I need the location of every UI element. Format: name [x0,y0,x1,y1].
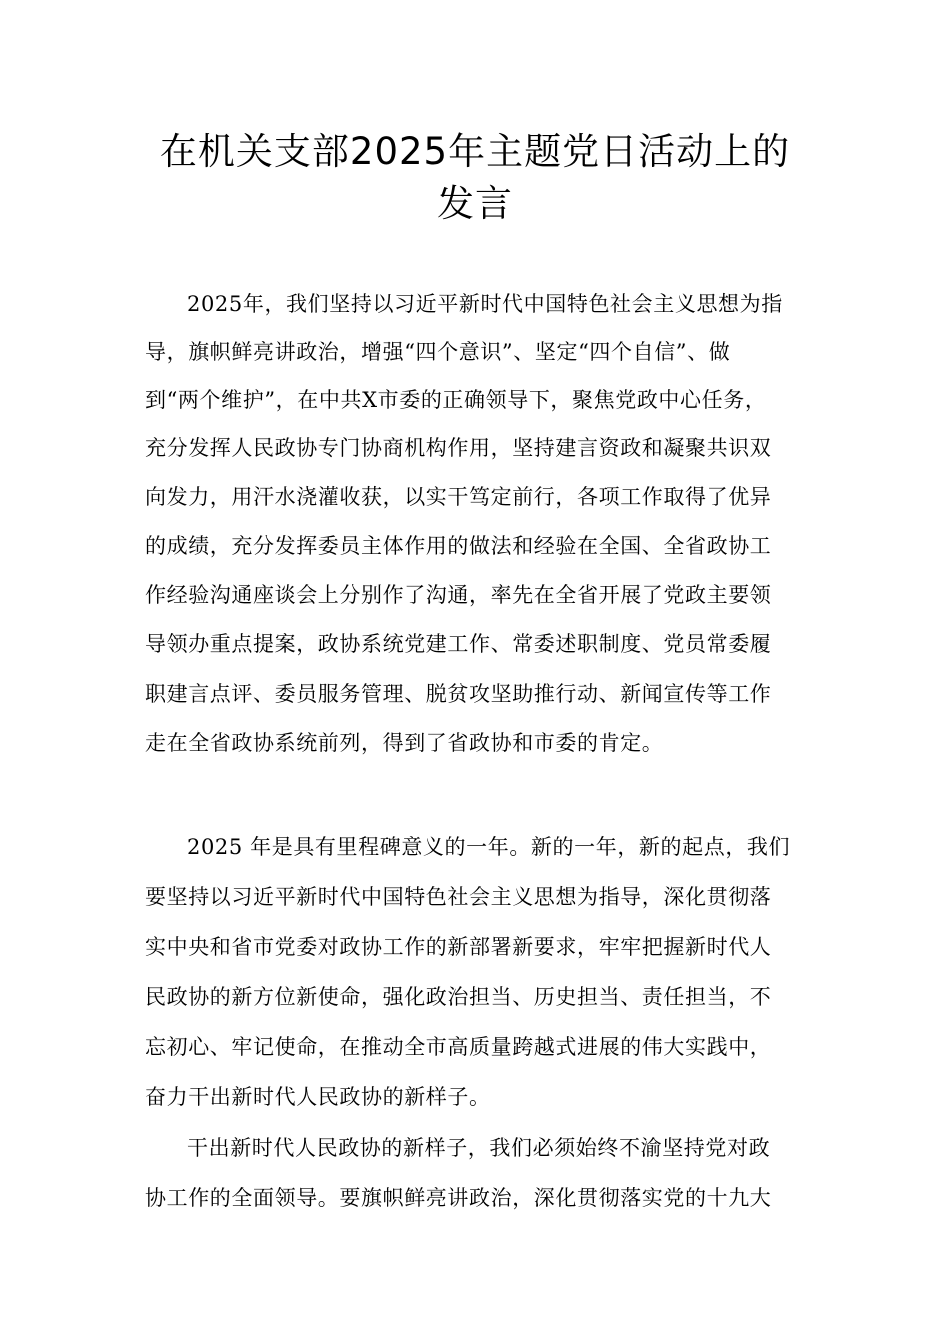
document-title-line-2: 发言 [437,182,513,225]
paragraph-1-line-1: 2025年，我们坚持以习近平新时代中国特色社会主义思想为指 [187,292,783,316]
paragraph-2-line-2: 要坚持以习近平新时代中国特色社会主义思想为指导，深化贯彻落 [145,885,772,909]
paragraph-1-line-8: 导领办重点提案，政协系统党建工作、常委述职制度、党员常委履 [145,632,772,656]
paragraph-3-line-1: 干出新时代人民政协的新样子，我们必须始终不渝坚持党对政 [187,1136,771,1160]
paragraph-3-line-2: 协工作的全面领导。要旗帜鲜亮讲政治，深化贯彻落实党的十九大 [145,1186,772,1210]
paragraph-1-line-10: 走在全省政协系统前列，得到了省政协和市委的肯定。 [145,731,664,755]
paragraph-2-line-5: 忘初心、牢记使命，在推动全市高质量跨越式进展的伟大实践中， [145,1035,772,1059]
paragraph-1-line-4: 充分发挥人民政协专门协商机构作用，坚持建言资政和凝聚共识双 [145,436,772,460]
paragraph-2-line-6: 奋力干出新时代人民政协的新样子。 [145,1085,491,1109]
paragraph-2-line-4: 民政协的新方位新使命，强化政治担当、历史担当、责任担当，不 [145,985,772,1009]
paragraph-1-line-9: 职建言点评、委员服务管理、脱贫攻坚助推行动、新闻宣传等工作 [145,682,772,706]
paragraph-1-line-3: 到“两个维护”，在中共X市委的正确领导下，聚焦党政中心任务， [145,388,767,412]
paragraph-1-line-2: 导，旗帜鲜亮讲政治，增强“四个意识”、坚定“四个自信”、做 [145,340,731,364]
paragraph-2-line-3: 实中央和省市党委对政协工作的新部署新要求，牢牢把握新时代人 [145,935,772,959]
document-title-line-1: 在机关支部2025年主题党日活动上的 [159,130,791,173]
paragraph-1-line-5: 向发力，用汗水浇灌收获，以实干笃定前行，各项工作取得了优异 [145,485,772,509]
paragraph-1-line-7: 作经验沟通座谈会上分别作了沟通，率先在全省开展了党政主要领 [145,583,772,607]
paragraph-1-line-6: 的成绩，充分发挥委员主体作用的做法和经验在全国、全省政协工 [145,534,772,558]
paragraph-2-line-1: 2025 年是具有里程碑意义的一年。新的一年，新的起点，我们 [187,835,791,859]
